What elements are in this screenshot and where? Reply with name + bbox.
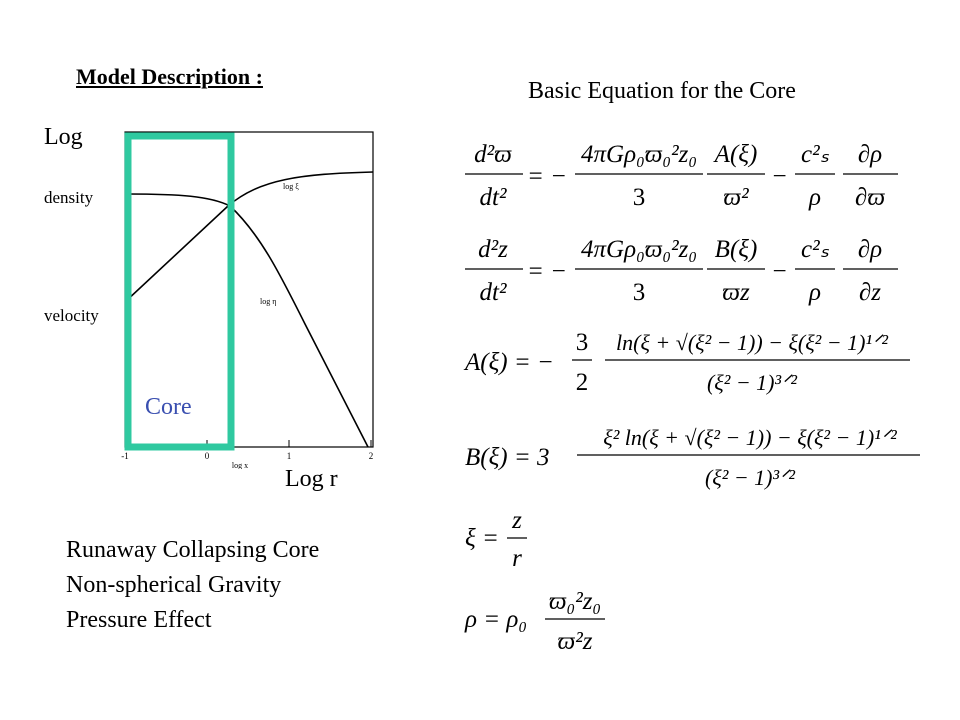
svg-text:3: 3 — [632, 184, 646, 211]
svg-text:= −: = − — [527, 258, 567, 285]
svg-text:(ξ² − 1)³ᐟ²: (ξ² − 1)³ᐟ² — [704, 465, 796, 490]
model-description-heading: Model Description : — [76, 64, 263, 89]
equation-1 — [465, 141, 898, 211]
svg-text:ρ = ρ₀: ρ = ρ₀ — [465, 606, 528, 633]
svg-text:ρ: ρ — [809, 184, 821, 211]
tick-label: 2 — [368, 451, 374, 461]
svg-text:ρ: ρ — [809, 279, 821, 306]
svg-text:ξ =: ξ = — [465, 525, 499, 552]
key-point: Pressure Effect — [66, 607, 212, 633]
svg-text:c²ₛ: c²ₛ — [801, 236, 829, 263]
svg-text:∂ρ: ∂ρ — [857, 236, 883, 263]
svg-text:∂ϖ: ∂ϖ — [854, 184, 886, 211]
svg-text:B(ξ) = 3: B(ξ) = 3 — [465, 444, 550, 471]
log-r-label: Log r — [285, 466, 338, 492]
tick-label: 1 — [286, 451, 292, 461]
svg-text:4πGρ₀ϖ₀²z₀: 4πGρ₀ϖ₀²z₀ — [580, 141, 698, 168]
equations-block — [455, 130, 950, 660]
inner-xlabel: log x — [231, 461, 249, 469]
velocity-label: velocity — [44, 306, 99, 325]
svg-text:B(ξ): B(ξ) — [714, 236, 758, 263]
svg-text:−: − — [771, 258, 788, 285]
svg-text:c²ₛ: c²ₛ — [801, 141, 829, 168]
key-point: Non-spherical Gravity — [66, 572, 282, 598]
svg-text:ϖ₀²z₀: ϖ₀²z₀ — [548, 588, 602, 615]
svg-text:A(ξ) = −: A(ξ) = − — [465, 349, 554, 376]
svg-text:ξ² ln(ξ + √(ξ² − 1)) − ξ(ξ² −: ξ² ln(ξ + √(ξ² − 1)) − ξ(ξ² − 1)¹ᐟ² — [603, 425, 897, 450]
equation-5 — [465, 507, 527, 572]
log-xi-curve — [125, 172, 373, 302]
svg-text:(ξ² − 1)³ᐟ²: (ξ² − 1)³ᐟ² — [706, 370, 798, 395]
equation-3 — [463, 329, 910, 396]
svg-text:d²z: d²z — [478, 236, 508, 263]
equation-2 — [465, 236, 898, 306]
svg-text:2: 2 — [575, 369, 589, 396]
svg-text:ln(ξ + √(ξ² − 1)) − ξ(ξ² − 1)¹: ln(ξ + √(ξ² − 1)) − ξ(ξ² − 1)¹ᐟ² — [616, 330, 888, 355]
svg-text:∂ρ: ∂ρ — [857, 141, 883, 168]
density-label: density — [44, 188, 94, 207]
key-point: Runaway Collapsing Core — [66, 537, 320, 563]
log-eta-label: log η — [260, 297, 277, 306]
tick-label: 0 — [204, 451, 210, 461]
svg-text:r: r — [512, 545, 522, 572]
equation-4 — [465, 425, 920, 490]
equations-title: Basic Equation for the Core — [528, 78, 796, 104]
log-xi-label: log ξ — [283, 182, 299, 191]
svg-text:ϖ²z: ϖ²z — [557, 628, 593, 655]
svg-text:ϖ²: ϖ² — [723, 184, 749, 211]
svg-text:A(ξ): A(ξ) — [714, 141, 758, 168]
svg-text:d²ϖ: d²ϖ — [474, 141, 512, 168]
svg-text:∂z: ∂z — [858, 279, 882, 306]
svg-text:3: 3 — [632, 279, 646, 306]
svg-text:dt²: dt² — [479, 279, 507, 306]
svg-text:3: 3 — [575, 329, 589, 356]
log-label: Log — [44, 124, 83, 150]
equation-6 — [464, 588, 605, 655]
svg-text:ϖz: ϖz — [722, 279, 750, 306]
key-points — [66, 533, 319, 638]
svg-text:−: − — [771, 163, 788, 190]
tick-label: -1 — [121, 451, 129, 461]
svg-text:4πGρ₀ϖ₀²z₀: 4πGρ₀ϖ₀²z₀ — [580, 236, 698, 263]
svg-text:z: z — [512, 507, 522, 534]
svg-text:= −: = − — [527, 163, 567, 190]
core-label: Core — [145, 394, 192, 420]
svg-text:dt²: dt² — [479, 184, 507, 211]
